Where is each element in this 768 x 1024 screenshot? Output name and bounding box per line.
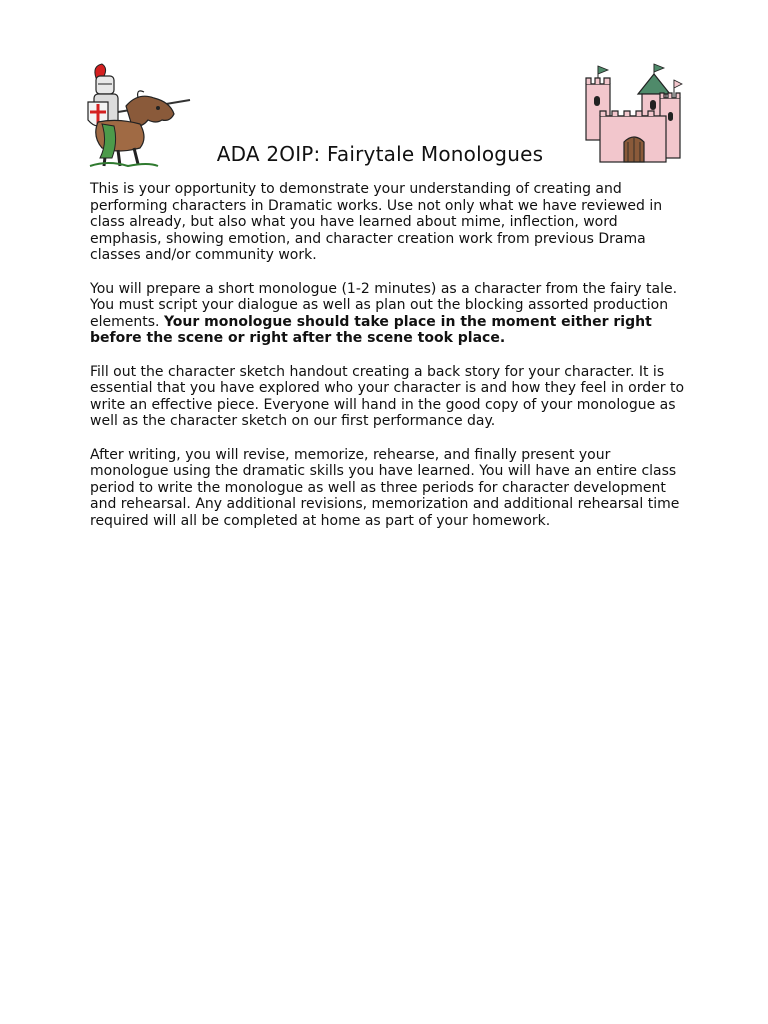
paragraph-monologue: [90, 281, 690, 347]
knight-clipart-icon: [78, 62, 194, 170]
paragraph-intro: [90, 181, 690, 264]
castle-clipart-icon: [580, 62, 684, 166]
paragraph-text: You will prepare a short monologue (1-2 minutes) as a character from the fairy tale. You must script your dialogue as well as plan out the blocking assorted production elements.: [90, 280, 678, 330]
document-title: ADA 2OIP: Fairytale Monologues: [216, 142, 544, 166]
paragraph-text: Fill out the character sketch handout creating a back story for your character. It is essential that you have explored who your character is and how they feel in order to write an effective piece. Everyone will hand in the good copy of your monologue as well as the character sketch on our first performance day.: [90, 363, 685, 430]
paragraph-rehearsal: [90, 447, 690, 530]
paragraph-bold-text: Your monologue should take place in the moment either right before the scene or right after the scene took place.: [90, 313, 652, 347]
paragraph-text: This is your opportunity to demonstrate your understanding of creating and performing characters in Dramatic works. Use not only what we have reviewed in class already, but also what you have learned about mime, inflection, word emphasis, showing emotion, and character creation work from previous Drama classes and/or community work.: [90, 181, 663, 264]
document-body: [90, 181, 690, 546]
paragraph-character-sketch: [90, 364, 690, 430]
paragraph-text: After writing, you will revise, memorize, rehearse, and finally present your monologue using the dramatic skills you have learned. You will have an entire class period to write the monologue as well as three periods for character development and rehearsal. Any additional revisions, memorization and additional rehearsal time required will all be completed at home as part of your homework.: [90, 446, 680, 529]
